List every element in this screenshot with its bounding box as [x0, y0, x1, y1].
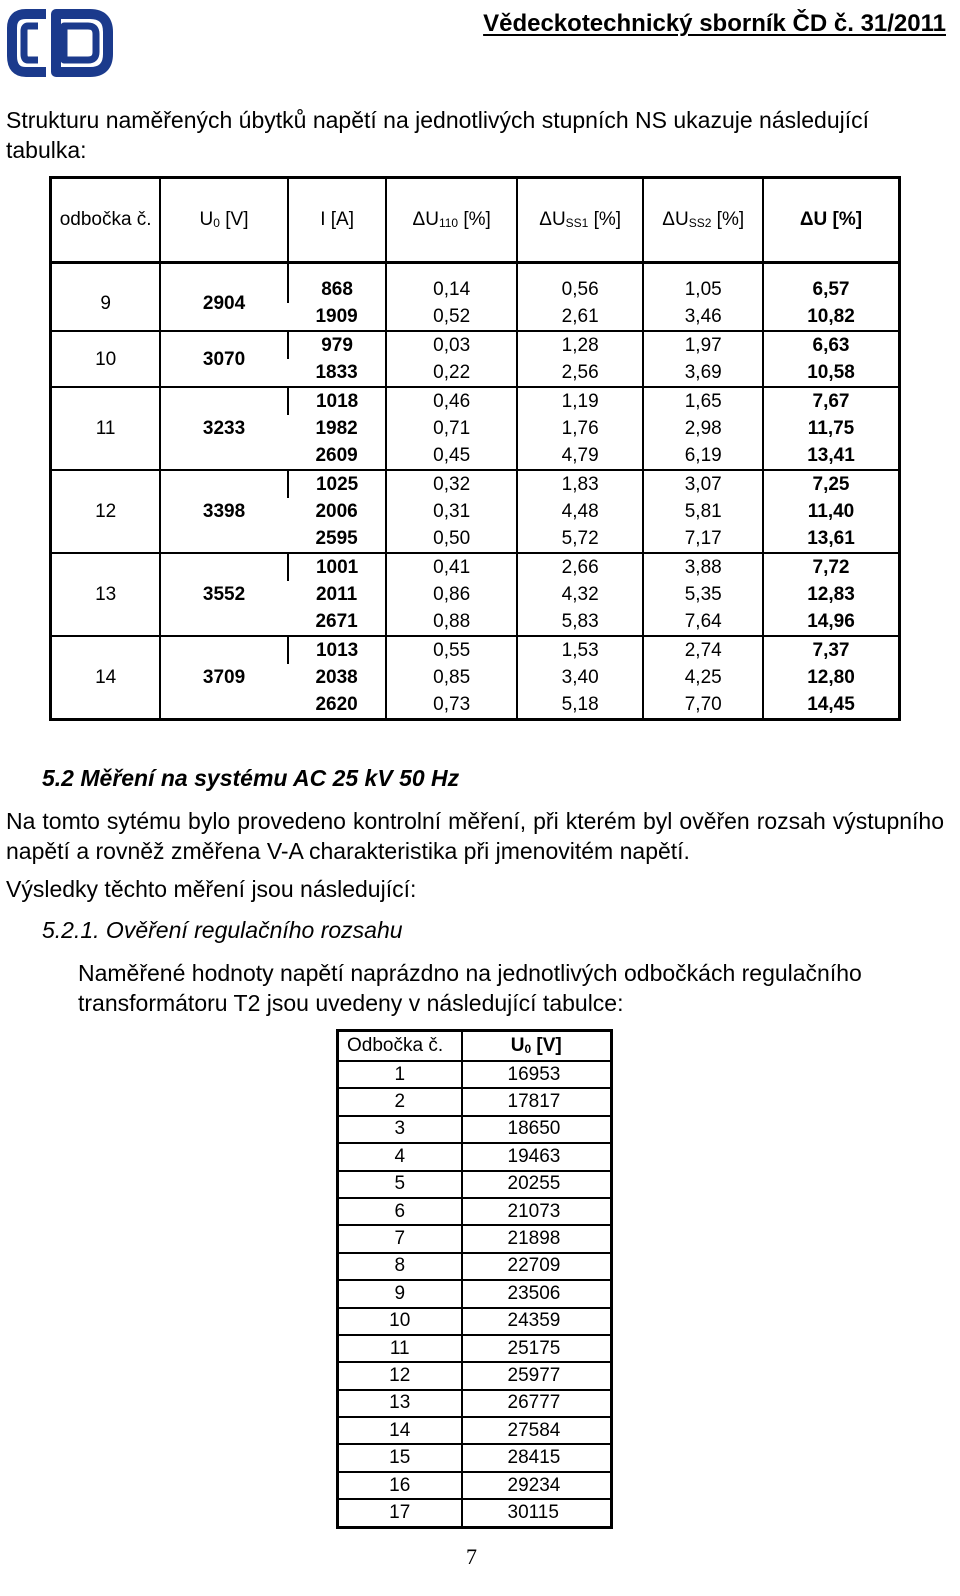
cell-tap: 1 — [338, 1061, 462, 1088]
cell-du: 6,63 — [763, 331, 900, 359]
cell-du110: 0,45 — [386, 442, 516, 470]
cell-du110: 0,55 — [386, 636, 516, 664]
table-spacer-row — [51, 263, 900, 277]
cell-i: 2595 — [315, 528, 358, 549]
col-header-duss2: $\Delta U_{SS2}$ [%] — [643, 178, 763, 263]
cell-du: 13,41 — [763, 442, 900, 470]
cell-duss2: 4,25 — [643, 664, 763, 691]
cell-u0: 28415 — [462, 1444, 612, 1471]
cell-i: 1909 — [315, 306, 358, 327]
table-row — [338, 1253, 612, 1280]
logo-text: ČD — [59, 48, 61, 49]
cell-tap: 8 — [338, 1253, 462, 1280]
cell-u0: 24359 — [462, 1308, 612, 1335]
cell-duss1: 5,83 — [517, 608, 644, 636]
table-row — [338, 1143, 612, 1170]
table-row — [51, 636, 900, 664]
cell-i: 1025 — [288, 470, 387, 498]
cell-duss2: 1,05 — [643, 276, 763, 303]
cell-tap: 13 — [51, 553, 161, 636]
cell-tap: 9 — [100, 292, 111, 314]
cell-du110: 0,50 — [386, 525, 516, 553]
cell-i: 979 — [288, 331, 387, 359]
cell-du: 11,40 — [763, 498, 900, 525]
cell-tap: 5 — [338, 1171, 462, 1198]
table-row — [338, 1225, 612, 1252]
table-row — [338, 1308, 612, 1335]
cell-du: 10,82 — [763, 303, 900, 331]
cell-u0: 16953 — [462, 1061, 612, 1088]
cell-i: 1833 — [315, 362, 358, 383]
cell-duss1: 1,83 — [517, 470, 644, 498]
cell-duss1: 4,79 — [517, 442, 644, 470]
table-row — [338, 1061, 612, 1088]
cell-u0: 21073 — [462, 1198, 612, 1225]
cell-tap: 3 — [338, 1116, 462, 1143]
cell-duss1: 5,72 — [517, 525, 644, 553]
table-header-row — [51, 178, 900, 263]
cell-du: 12,80 — [763, 664, 900, 691]
cell-du110: 0,32 — [386, 470, 516, 498]
col-header-tap: odbočka č. — [51, 178, 161, 263]
cell-tap: 9 — [338, 1280, 462, 1307]
cell-tap: 10 — [338, 1308, 462, 1335]
cell-i: 2671 — [315, 611, 358, 632]
cell-i: 2011 — [315, 584, 358, 605]
cell-i: 2620 — [315, 694, 358, 715]
cell-duss1: 2,56 — [517, 359, 644, 387]
cell-du: 7,25 — [763, 470, 900, 498]
cell-u0: 3709 — [160, 636, 287, 720]
table-row — [338, 1088, 612, 1115]
cell-u0: 3552 — [160, 553, 287, 636]
table-row — [338, 1198, 612, 1225]
cell-duss1: 1,53 — [517, 636, 644, 664]
cell-i: 2006 — [315, 501, 358, 522]
cell-du: 11,75 — [763, 415, 900, 442]
cell-du: 6,57 — [763, 276, 900, 303]
col-header-du110: $\Delta U_{110}$ [%] — [386, 178, 516, 263]
cell-u0: 18650 — [462, 1116, 612, 1143]
cell-du110: 0,03 — [386, 331, 516, 359]
cell-du: 14,96 — [763, 608, 900, 636]
cell-u0: 17817 — [462, 1088, 612, 1115]
table-row — [338, 1335, 612, 1362]
table-row — [51, 470, 900, 498]
cell-duss2: 3,07 — [643, 470, 763, 498]
table-row — [338, 1417, 612, 1444]
cell-duss1: 1,28 — [517, 331, 644, 359]
section-paragraph-2: Výsledky těchto měření jsou následující: — [6, 876, 417, 902]
cell-du110: 0,71 — [386, 415, 516, 442]
journal-title: Vědeckotechnický sborník ČD č. 31/2011 — [483, 10, 946, 37]
table-row — [51, 276, 900, 303]
cell-tap: 13 — [338, 1390, 462, 1417]
cell-u0: 25977 — [462, 1362, 612, 1389]
cell-du110: 0,52 — [386, 303, 516, 331]
cell-duss2: 5,81 — [643, 498, 763, 525]
cell-u0: 21898 — [462, 1225, 612, 1252]
cell-u0: 25175 — [462, 1335, 612, 1362]
table-header-row — [338, 1031, 612, 1062]
cell-du110: 0,22 — [386, 359, 516, 387]
cell-tap: 17 — [338, 1499, 462, 1527]
cell-duss2: 2,74 — [643, 636, 763, 664]
cell-u0: 26777 — [462, 1390, 612, 1417]
table-row — [338, 1280, 612, 1307]
cell-duss1: 2,61 — [517, 303, 644, 331]
cell-duss1: 5,18 — [517, 691, 644, 720]
cell-duss1: 1,76 — [517, 415, 644, 442]
cd-logo — [4, 4, 116, 80]
cell-du: 13,61 — [763, 525, 900, 553]
cell-du110: 0,73 — [386, 691, 516, 720]
subsection-heading: 5.2.1. Ověření regulačního rozsahu — [42, 917, 403, 943]
cell-duss1: 1,19 — [517, 387, 644, 415]
cell-du110: 0,14 — [386, 276, 516, 303]
cell-u0: 3398 — [160, 470, 287, 553]
cell-du: 7,67 — [763, 387, 900, 415]
cell-du: 7,37 — [763, 636, 900, 664]
subsection-paragraph: Naměřené hodnoty napětí naprázdno na jednotlivých odbočkách regulačního transformátoru T2 jsou uvedeny v následující tabulce: — [78, 960, 862, 1016]
cell-i: 868 — [288, 276, 387, 303]
cell-tap: 12 — [51, 470, 161, 553]
cell-duss2: 7,70 — [643, 691, 763, 720]
cell-duss2: 2,98 — [643, 415, 763, 442]
cell-duss2: 7,17 — [643, 525, 763, 553]
table-row — [51, 387, 900, 415]
cell-du: 10,58 — [763, 359, 900, 387]
table-row — [338, 1362, 612, 1389]
cell-tap: 6 — [338, 1198, 462, 1225]
table-row — [338, 1472, 612, 1499]
cell-tap: 11 — [338, 1335, 462, 1362]
cell-du110: 0,85 — [386, 664, 516, 691]
cell-duss1: 2,66 — [517, 553, 644, 581]
cell-u0: 3070 — [160, 331, 287, 387]
cell-duss1: 0,56 — [517, 276, 644, 303]
cell-tap: 4 — [338, 1143, 462, 1170]
cell-duss2: 7,64 — [643, 608, 763, 636]
table-row — [51, 553, 900, 581]
cell-i: 1982 — [315, 418, 358, 439]
cell-i: 1018 — [288, 387, 387, 415]
cell-du110: 0,41 — [386, 553, 516, 581]
page-number: 7 — [466, 1544, 477, 1569]
cell-tap: 15 — [338, 1444, 462, 1471]
cell-du110: 0,31 — [386, 498, 516, 525]
cell-tap: 11 — [51, 387, 161, 470]
cell-u0: 22709 — [462, 1253, 612, 1280]
cell-tap: 14 — [338, 1417, 462, 1444]
col-header-current: I [A] — [288, 178, 387, 263]
table-row — [338, 1390, 612, 1417]
cell-du110: 0,86 — [386, 581, 516, 608]
col-header-duss1: $\Delta U_{SS1}$ [%] — [517, 178, 644, 263]
cell-tap: 16 — [338, 1472, 462, 1499]
table-row — [338, 1171, 612, 1198]
cell-u0: 20255 — [462, 1171, 612, 1198]
cell-u0: 2904 — [160, 276, 287, 331]
cell-tap: 10 — [51, 331, 161, 387]
cell-duss1: 3,40 — [517, 664, 644, 691]
col-header-u0: $U_0$ [V] — [160, 178, 287, 263]
cell-duss2: 3,46 — [643, 303, 763, 331]
cell-du110: 0,88 — [386, 608, 516, 636]
cell-i: 1001 — [288, 553, 387, 581]
cell-i: 2038 — [315, 667, 358, 688]
cell-duss2: 3,69 — [643, 359, 763, 387]
cell-duss2: 1,65 — [643, 387, 763, 415]
table-row — [338, 1444, 612, 1471]
cell-u0: 27584 — [462, 1417, 612, 1444]
intro-paragraph: Strukturu naměřených úbytků napětí na jednotlivých stupních NS ukazuje následující tabulka: — [6, 107, 869, 163]
col-header-tap: Odbočka č. — [338, 1031, 462, 1062]
cell-u0: 19463 — [462, 1143, 612, 1170]
col-header-u0: $U_0$ [V] — [462, 1031, 612, 1062]
cell-tap: 14 — [51, 636, 161, 720]
voltage-drop-table — [49, 176, 901, 721]
cell-duss2: 1,97 — [643, 331, 763, 359]
cell-duss2: 3,88 — [643, 553, 763, 581]
cell-tap: 2 — [338, 1088, 462, 1115]
cell-du: 7,72 — [763, 553, 900, 581]
col-header-du-total: ΔU [%] — [763, 178, 900, 263]
cell-duss2: 6,19 — [643, 442, 763, 470]
cell-duss1: 4,48 — [517, 498, 644, 525]
section-paragraph-1: Na tomto sytému bylo provedeno kontrolní měření, při kterém byl ověřen rozsah výstupního napětí a rovněž změřena V-A charakteristika při jmenovitém napětí. — [6, 808, 944, 864]
section-heading: 5.2 Měření na systému AC 25 kV 50 Hz — [42, 765, 460, 791]
cell-u0: 3233 — [160, 387, 287, 470]
cell-duss1: 4,32 — [517, 581, 644, 608]
table-row — [51, 331, 900, 359]
no-load-voltage-table — [336, 1029, 613, 1529]
cell-u0: 30115 — [462, 1499, 612, 1527]
cell-du: 12,83 — [763, 581, 900, 608]
cell-du: 14,45 — [763, 691, 900, 720]
cell-tap: 7 — [338, 1225, 462, 1252]
cell-u0: 23506 — [462, 1280, 612, 1307]
cell-du110: 0,46 — [386, 387, 516, 415]
cell-i: 2609 — [315, 445, 358, 466]
cell-i: 1013 — [288, 636, 387, 664]
table-row — [338, 1499, 612, 1527]
cell-u0: 29234 — [462, 1472, 612, 1499]
cell-tap: 12 — [338, 1362, 462, 1389]
cell-duss2: 5,35 — [643, 581, 763, 608]
table-row — [338, 1116, 612, 1143]
